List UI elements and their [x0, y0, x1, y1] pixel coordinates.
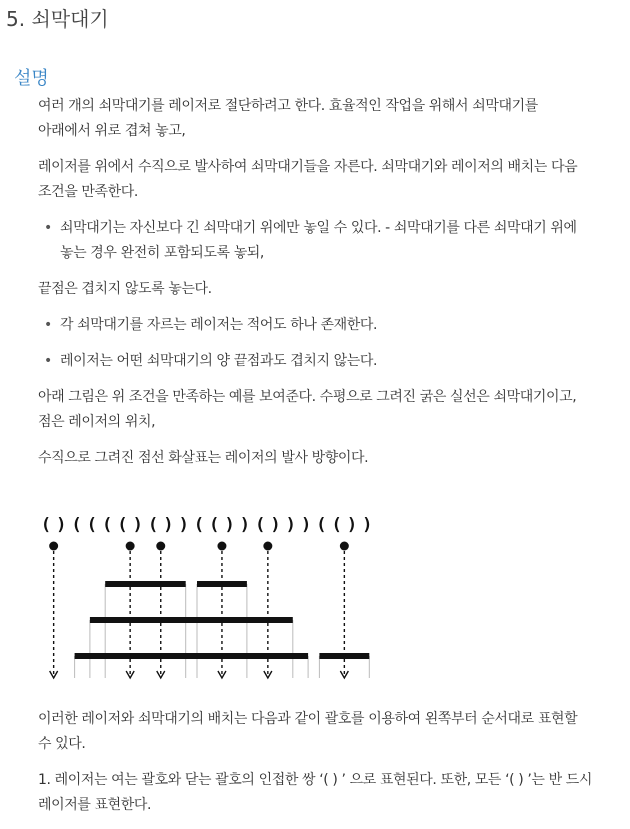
- paren-char: ): [56, 515, 67, 535]
- paragraph: 이러한 레이저와 쇠막대기의 배치는 다음과 같이 괄호를 이용하여 왼쪽부터 순서대로 표현할 수 있다.: [38, 711, 578, 752]
- paren-char: (: [40, 515, 52, 535]
- laser-dot: [217, 542, 226, 551]
- paragraph: 아래 그림은 위 조건을 만족하는 예를 보여준다. 수평으로 그려진 굵은 실선은 쇠막대기이고, 점은 레이저의 위치,: [38, 389, 577, 430]
- paragraph: 1. 레이저는 여는 괄호와 닫는 괄호의 인접한 쌍 ‘( ) ’ 으로 표현된다. 또한, 모든 ‘( ) ’는 반 드시 레이저를 표현한다.: [38, 772, 593, 813]
- laser-dot: [156, 542, 165, 551]
- paren-char: (: [102, 515, 113, 535]
- iron-bar: [90, 617, 293, 623]
- description-body-continued: [38, 707, 594, 829]
- problem-title: 5. 쇠막대기: [6, 7, 109, 31]
- paren-char: ): [346, 515, 358, 535]
- paragraph: 끝점은 겹치지 않도록 놓는다.: [38, 281, 212, 297]
- paren-char: (: [147, 515, 159, 535]
- paren-char: ): [178, 515, 189, 535]
- paragraph: 여러 개의 쇠막대기를 레이저로 절단하려고 한다. 효율적인 작업을 위해서 쇠막대기를 아래에서 위로 겹쳐 놓고,: [38, 98, 538, 139]
- laser-dot: [126, 542, 135, 551]
- paren-char: (: [86, 515, 98, 535]
- paren-char: (: [331, 515, 342, 535]
- paren-char: ): [362, 515, 373, 535]
- laser-dot: [49, 542, 58, 551]
- description-body: [38, 94, 594, 482]
- paren-char: ): [270, 515, 281, 535]
- paren-char: ): [300, 515, 312, 535]
- bullet-item: • 쇠막대기는 자신보다 긴 쇠막대기 위에만 놓일 수 있다. - 쇠막대기를 다른 쇠막대기 위에 놓는 경우 완전히 포함되도록 놓되,: [38, 216, 594, 266]
- paren-char: (: [209, 515, 220, 535]
- paren-char: (: [193, 515, 205, 535]
- paren-char: ): [163, 515, 174, 535]
- bullet-item: • 레이저는 어떤 쇠막대기의 양 끝점과도 겹치지 않는다.: [38, 349, 594, 374]
- paren-char: ): [132, 515, 143, 535]
- paren-char: (: [316, 515, 327, 535]
- paren-char: ): [224, 515, 235, 535]
- paren-char: (: [71, 515, 82, 535]
- paragraph: 수직으로 그려진 점선 화살표는 레이저의 발사 방향이다.: [38, 450, 369, 466]
- paragraph: 레이저를 위에서 수직으로 발사하여 쇠막대기들을 자른다. 쇠막대기와 레이저의 배치는 다음 조건을 만족한다.: [38, 159, 578, 200]
- laser-dot: [340, 542, 349, 551]
- parenthesis-row: [41, 515, 373, 535]
- iron-bar: [75, 653, 309, 659]
- section-heading: 설명: [14, 68, 49, 89]
- bullet-item: • 각 쇠막대기를 자르는 레이저는 적어도 하나 존재한다.: [38, 313, 594, 338]
- paren-char: (: [255, 515, 266, 535]
- paren-char: ): [239, 515, 251, 535]
- laser-bar-figure: [38, 508, 378, 688]
- paren-char: ): [285, 515, 296, 535]
- bars-and-lasers: [49, 542, 369, 679]
- iron-bar: [105, 581, 186, 587]
- laser-dot: [263, 542, 272, 551]
- paren-char: (: [117, 515, 128, 535]
